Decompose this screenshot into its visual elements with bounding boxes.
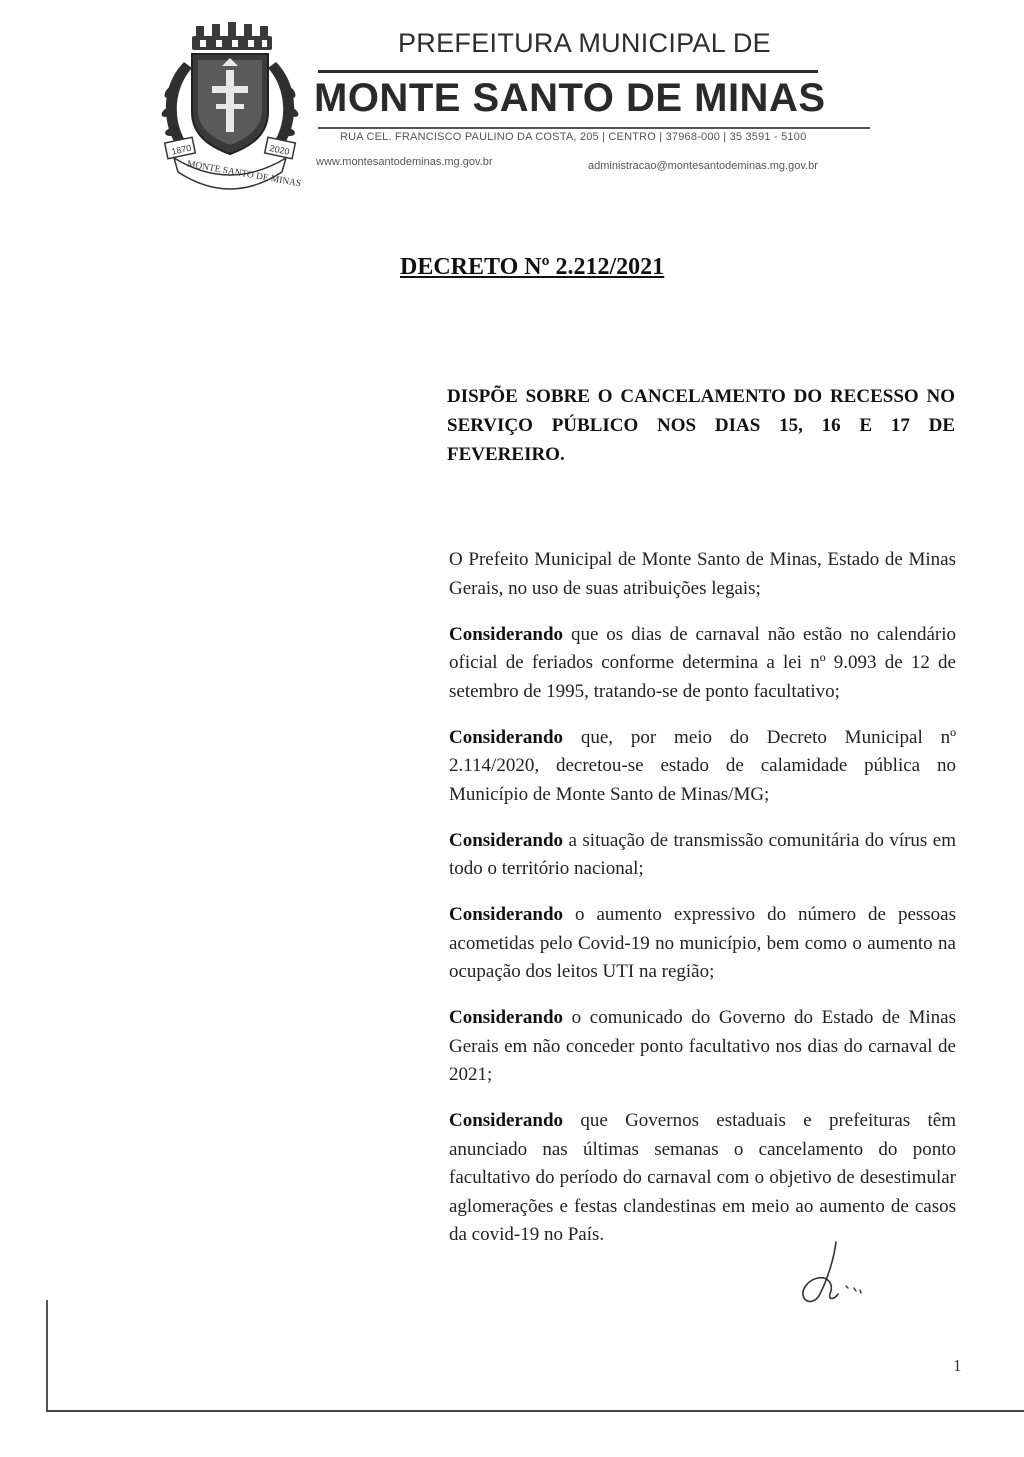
considerando-paragraph xyxy=(449,827,956,884)
considerando-paragraph xyxy=(449,621,956,707)
page-border-left xyxy=(46,1300,48,1412)
considerando-label: Considerando xyxy=(449,726,564,748)
considerando-label: Considerando xyxy=(449,1007,564,1028)
considerando-text: a situação de transmissão comunitária do vírus em todo o território nacional; xyxy=(449,829,956,879)
email-text: administracao@montesantodeminas.mg.gov.br xyxy=(588,160,818,172)
city-name: MONTE SANTO DE MINAS xyxy=(314,76,826,120)
considerando-text: o aumento expressivo do número de pessoas acometidas pelo Covid-19 no município, bem como o aumento na ocupação dos leitos UTI na região; xyxy=(449,904,956,982)
considerando-paragraph xyxy=(449,1107,956,1250)
municipal-crest-icon xyxy=(156,22,304,190)
considerando-paragraph xyxy=(449,901,956,987)
page-border-bottom xyxy=(46,1410,1024,1412)
considerando-text: que Governos estaduais e prefeituras têm anunciado nas últimas semanas o cancelamento do ponto facultativo do período do carnaval com o objetivo de desestimular aglomerações e festas clandestinas em meio ao aumento de casos da covid-19 no País. xyxy=(449,1110,956,1245)
page-number: 1 xyxy=(953,1356,962,1375)
considerando-label: Considerando xyxy=(449,1110,564,1131)
address-line: RUA CEL. FRANCISCO PAULINO DA COSTA, 205 | CENTRO | 37968-000 | 35 3591 - 5100 xyxy=(340,131,807,143)
intro-paragraph: O Prefeito Municipal de Monte Santo de Minas, Estado de Minas Gerais, no uso de suas atribuições legais; xyxy=(449,549,956,599)
considerando-text: que os dias de carnaval não estão no calendário oficial de feriados conforme determina a lei nº 9.093 de 12 de setembro de 1995, tratando-se de ponto facultativo; xyxy=(449,623,957,702)
header-divider xyxy=(318,70,818,73)
considerando-paragraph xyxy=(449,1004,956,1090)
considerando-paragraph xyxy=(449,724,956,810)
crest-ribbon-text: MONTE SANTO DE MINAS xyxy=(186,159,302,190)
crest-year-left: 1870 xyxy=(170,142,193,157)
crest-year-right: 2020 xyxy=(268,142,291,157)
decree-title: DECRETO Nº 2.212/2021 xyxy=(400,254,665,280)
considerando-label: Considerando xyxy=(449,904,564,925)
decree-body xyxy=(449,546,956,1267)
website-text: www.montesantodeminas.mg.gov.br xyxy=(316,156,493,168)
decree-ementa: DISPÕE SOBRE O CANCELAMENTO DO RECESSO NO SERVIÇO PÚBLICO NOS DIAS 15, 16 E 17 DE FEVEREIRO. xyxy=(447,386,955,465)
org-line: PREFEITURA MUNICIPAL DE xyxy=(398,28,771,58)
handwritten-initials-icon xyxy=(790,1238,870,1310)
considerando-label: Considerando xyxy=(449,623,564,645)
considerando-text: o comunicado do Governo do Estado de Minas Gerais em não conceder ponto facultativo nos dias do carnaval de 2021; xyxy=(449,1007,957,1085)
considerando-label: Considerando xyxy=(449,829,564,851)
header-divider-thin xyxy=(318,127,870,129)
considerando-text: que, por meio do Decreto Municipal nº 2.114/2020, decretou-se estado de calamidade pública no Município de Monte Santo de Minas/MG; xyxy=(449,726,956,805)
